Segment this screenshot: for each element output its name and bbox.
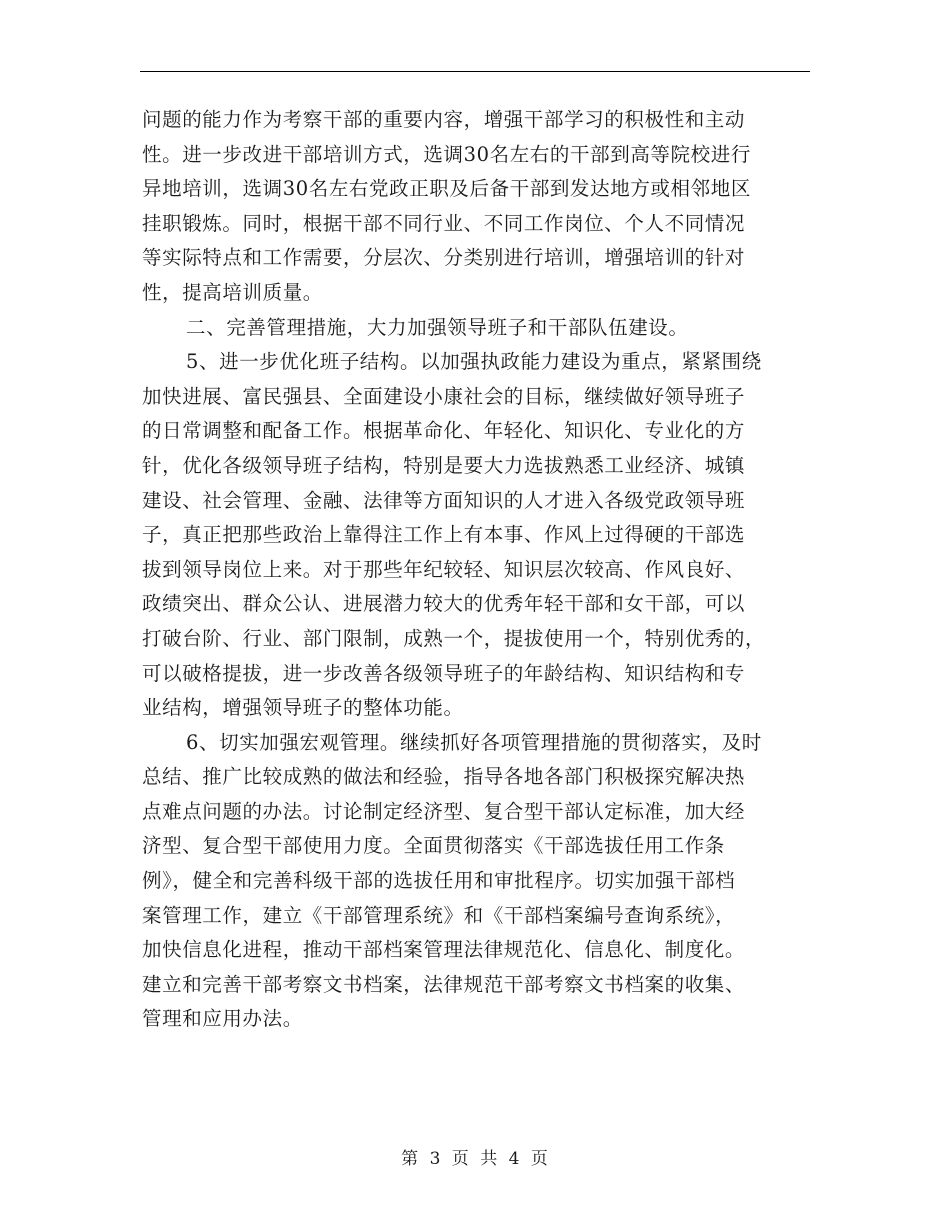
document-body [142,103,810,1037]
text-line: 打破台阶、行业、部门限制，成熟一个，提拔使用一个，特别优秀的， [142,626,766,650]
text-line: 等实际特点和工作需要，分层次、分类别进行培训，增强培训的针对 [142,246,746,270]
text-line: 二、完善管理措施，大力加强领导班子和干部队伍建设。 [186,315,689,339]
text-line: 问题的能力作为考察干部的重要内容，增强干部学习的积极性和主动 [142,108,746,131]
text-line: 政绩突出、群众公认、进展潜力较大的优秀年轻干部和女干部，可以 [142,592,746,616]
text-line: 加快进展、富民强县、全面建设小康社会的目标，继续做好领导班子 [142,384,746,408]
text-line: 可以破格提拔，进一步改善各级领导班子的年龄结构、知识结构和专 [142,661,746,685]
text-line: 异地培训，选调30名左右党政正职及后备干部到发达地方或相邻地区 [142,177,751,201]
text-line: 总结、推广比较成熟的做法和经验，指导各地各部门积极探究解决热 [142,765,746,789]
text-line: 拔到领导岗位上来。对于那些年纪较轻、知识层次较高、作风良好、 [142,557,746,581]
text-line: 例》，健全和完善科级干部的选拔任用和审批程序。切实加强干部档 [142,869,736,893]
text-line: 建立和完善干部考察文书档案，法律规范干部考察文书档案的收集、 [142,972,746,996]
text-line: 管理和应用办法。 [142,1007,303,1031]
page-footer: 第 3 页 共 4 页 [401,1149,549,1169]
text-line: 6、切实加强宏观管理。继续抓好各项管理措施的贯彻落实，及时 [186,730,762,754]
text-line: 针，优化各级领导班子结构，特别是要大力选拔熟悉工业经济、城镇 [142,453,746,477]
text-line: 济型、复合型干部使用力度。全面贯彻落实《干部选拔任用工作条 [142,834,725,858]
text-line: 建设、社会管理、金融、法律等方面知识的人才进入各级党政领导班 [142,488,746,512]
text-line: 业结构，增强领导班子的整体功能。 [142,696,464,720]
text-line: 挂职锻炼。同时，根据干部不同行业、不同工作岗位、个人不同情况 [142,211,746,235]
text-line: 加快信息化进程，推动干部档案管理法律规范化、信息化、制度化。 [142,938,746,962]
header-rule [140,71,810,72]
text-line: 案管理工作，建立《干部管理系统》和《干部档案编号查询系统》， [142,903,736,927]
text-line: 性。进一步改进干部培训方式，选调30名左右的干部到高等院校进行 [142,142,751,166]
text-line: 性，提高培训质量。 [142,280,323,304]
text-line: 的日常调整和配备工作。根据革命化、年轻化、知识化、专业化的方 [142,419,746,443]
text-line: 子，真正把那些政治上靠得注工作上有本事、作风上过得硬的干部选 [142,523,746,547]
text-line: 点难点问题的办法。讨论制定经济型、复合型干部认定标准，加大经 [142,799,746,823]
text-line: 5、进一步优化班子结构。以加强执政能力建设为重点，紧紧围绕 [186,350,762,374]
